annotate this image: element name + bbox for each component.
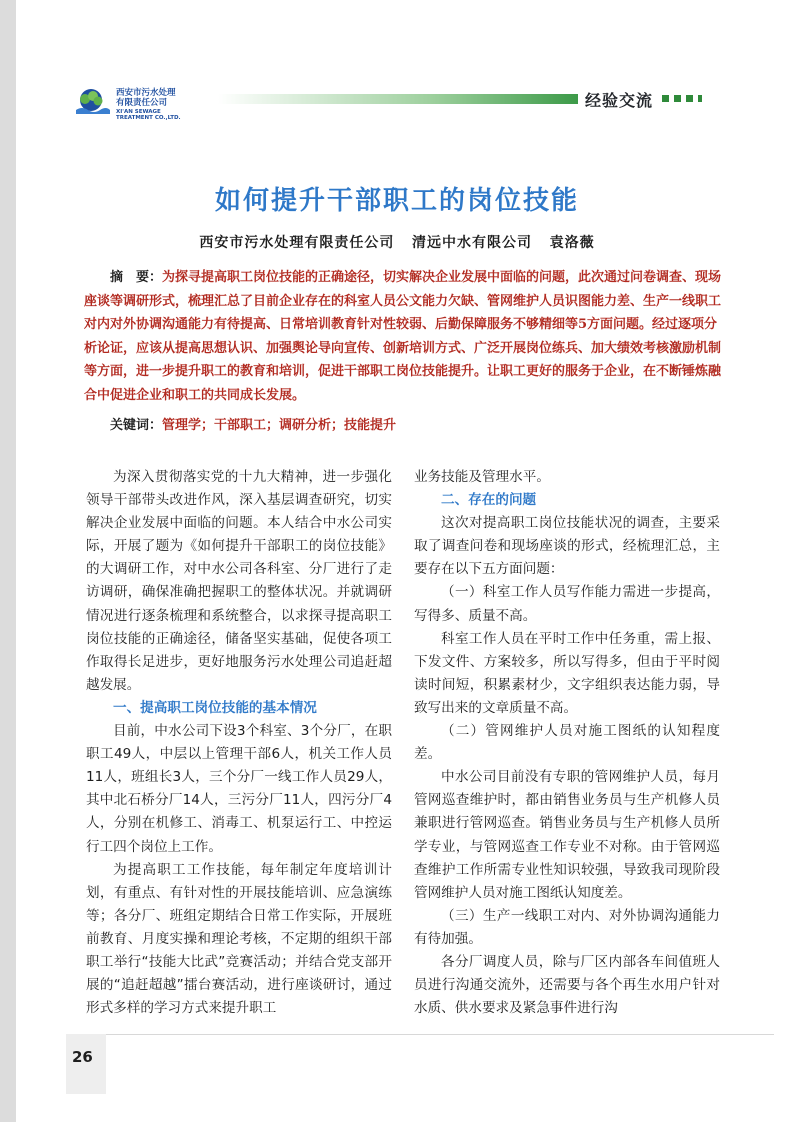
page-number: 26: [72, 1048, 93, 1066]
article-byline: 西安市污水处理有限责任公司 清远中水有限公司 袁洛薇: [199, 235, 595, 251]
paragraph: 中水公司目前没有专职的管网维护人员，每月管网巡查维护时，都由销售业务员与生产机修人员兼职进行管网巡查。销售业务员与生产机修人员所学专业，与管网巡查工作专业不对称。由于管网巡查维护工作所需专业性知识较强，导致我司现阶段管网维护人员对施工图纸认知度差。: [414, 769, 720, 901]
keywords-label: 关键词：: [110, 418, 163, 433]
section-title: 经验交流: [585, 91, 654, 110]
footer-divider: [66, 1034, 774, 1035]
keywords: [110, 414, 396, 433]
body-column-left: [86, 466, 392, 1020]
section-heading: 二、存在的问题: [441, 492, 537, 509]
logo-company-name-en: XI'AN SEWAGE TREATMENT CO.,LTD.: [116, 109, 181, 121]
paragraph: 各分厂调度人员，除与厂区内部各车间值班人员进行沟通交流外，还需要与各个再生水用户针对水质、供水要求及紧急事件进行沟: [414, 953, 720, 1017]
body-column-right: [414, 466, 720, 1020]
article-title: 如何提升干部职工的岗位技能: [214, 186, 579, 216]
header-square-icon: [698, 95, 702, 102]
header-square-icon: [662, 95, 669, 102]
paragraph: 为深入贯彻落实党的十九大精神，进一步强化领导干部带头改进作风，深入基层调查研究，切实解决企业发展中面临的问题。本人结合中水公司实际，开展了题为《如何提升干部职工的岗位技能》的大调研工作，对中水公司各科室、分厂进行了走访调研，确保准确把握职工的整体状况。并就调研情况进行逐条梳理和系统整合，以求探寻提高职工岗位技能的正确途径，储备坚实基础，促使各项工作取得长足进步，更好地服务污水处理公司追赶超越发展。: [86, 469, 392, 693]
paragraph: （二）管网维护人员对施工图纸的认知程度差。: [414, 723, 720, 763]
abstract-label: 摘 要：: [110, 270, 163, 285]
abstract-text: 为探寻提高职工岗位技能的正确途径，切实解决企业发展中面临的问题，此次通过问卷调查、现场座谈等调研形式，梳理汇总了目前企业存在的科室人员公文能力欠缺、管网维护人员识图能力差、生产一线职工对内对外协调沟通能力有待提高、日常培训教育针对性较弱、后勤保障服务不够精细等5方面问题。经过逐项分析论证，应该从提高思想认识、加强舆论导向宣传、创新培训方式、广泛开展岗位练兵、加大绩效考核激励机制等方面，进一步提升职工的教育和培训，促进干部职工岗位技能提升。让职工更好的服务于企业，在不断锤炼融合中促进企业和职工的共同成长发展。: [84, 270, 722, 403]
paragraph: （一）科室工作人员写作能力需进一步提高，写得多、质量不高。: [414, 584, 720, 624]
header-gradient-bar: [218, 94, 578, 104]
company-logo-icon: [72, 88, 110, 116]
logo-company-name: 西安市污水处理 有限责任公司: [116, 88, 176, 108]
abstract: [84, 266, 724, 407]
paragraph: 这次对提高职工岗位技能状况的调查，主要采取了调查问卷和现场座谈的形式，经梳理汇总，主要存在以下五方面问题：: [414, 515, 720, 578]
keywords-text: 管理学；干部职工；调研分析；技能提升: [162, 418, 397, 433]
header-square-icon: [686, 95, 693, 102]
paragraph: 为提高职工工作技能，每年制定年度培训计划，有重点、有针对性的开展技能培训、应急演练等；各分厂、班组定期结合日常工作实际，开展班前教育、月度实操和理论考核，不定期的组织干部职工举行“技能大比武”竞赛活动；并结合党支部开展的“追赶超越”擂台赛活动，进行座谈研讨，通过形式多样的学习方式来提升职工: [86, 861, 392, 1017]
paragraph: （三）生产一线职工对内、对外协调沟通能力有待加强。: [414, 907, 720, 947]
page-margin-strip: [0, 0, 16, 1122]
paragraph: 目前，中水公司下设3个科室、3个分厂，在职职工49人，中层以上管理干部6人，机关工作人员11人，班组长3人，三个分厂一线工作人员29人，其中北石桥分厂14人，三污分厂11人，四污分厂4人，分别在机修工、消毒工、机泵运行工、中控运行工四个岗位上工作。: [86, 723, 392, 855]
header-square-icon: [674, 95, 681, 102]
company-logo: [72, 88, 222, 122]
paragraph: 科室工作人员在平时工作中任务重，需上报、下发文件、方案较多，所以写得多，但由于平时阅读时间短，积累素材少，文字组织表达能力弱，导致写出来的文章质量不高。: [414, 630, 720, 716]
paragraph: 业务技能及管理水平。: [414, 469, 550, 485]
section-heading: 一、提高职工岗位技能的基本情况: [113, 699, 317, 716]
